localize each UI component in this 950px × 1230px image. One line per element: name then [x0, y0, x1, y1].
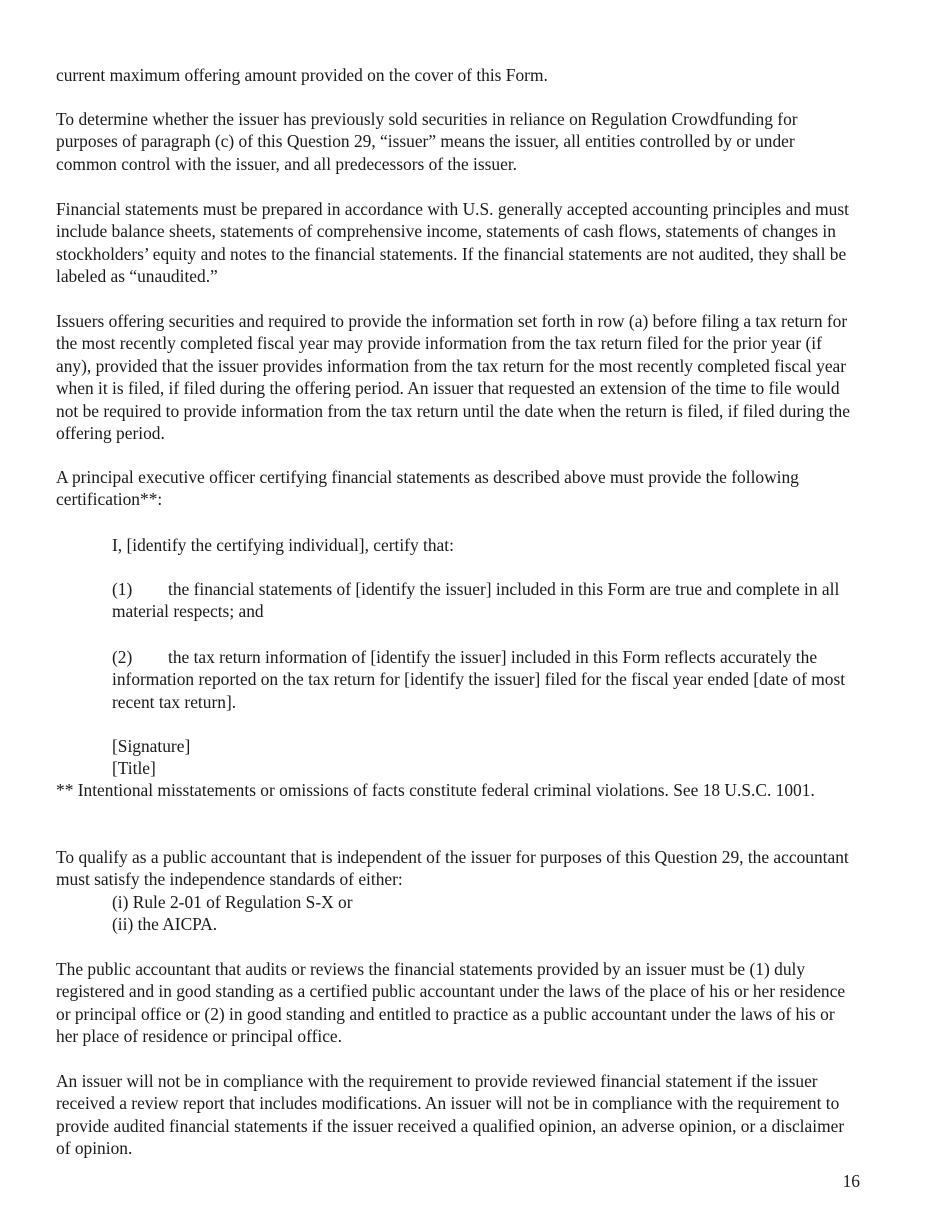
certification-statement: I, [identify the certifying individual], certify that:	[112, 535, 454, 555]
certification-item-1	[112, 578, 852, 623]
title-line: [Title]	[112, 758, 156, 778]
paragraph-financial-statements: Financial statements must be prepared in accordance with U.S. generally accepted accounting principles and must include balance sheets, statements of comprehensive income, statements of cash flows, statements of changes in stockholders’ equity and notes to the financial statements. If the financial statements are not audited, they shall be labeled as “unaudited.”	[56, 199, 849, 287]
paragraph-offering-amount: current maximum offering amount provided on the cover of this Form.	[56, 65, 548, 85]
paragraph-independence: To qualify as a public accountant that is independent of the issuer for purposes of this Question 29, the accountant must satisfy the independence standards of either:	[56, 847, 849, 890]
footnote: ** Intentional misstatements or omissions of facts constitute federal criminal violations. See 18 U.S.C. 1001.	[56, 780, 815, 800]
certification-item-2-number: (2)	[112, 647, 133, 667]
paragraph-public-accountant: The public accountant that audits or reviews the financial statements provided by an issuer must be (1) duly registered and in good standing as a certified public accountant under the laws of the place of his or her residence or principal office or (2) in good standing and entitled to practice as a public accountant under the laws of his or her place of residence or principal office.	[56, 959, 846, 1047]
signature-line: [Signature]	[112, 736, 191, 756]
certification-item-2	[112, 646, 852, 713]
paragraph-tax-return: Issuers offering securities and required to provide the information set forth in row (a) before filing a tax return for the most recently completed fiscal year may provide information from the tax return filed for the prior year (if any), provided that the issuer provides information from the tax return for the most recently completed fiscal year when it is filed, if filed during the offering period. An issuer that requested an extension of the time to file would not be required to provide information from the tax return until the date when the return is filed, if filed during the offering period.	[56, 311, 850, 444]
page-number: 16	[842, 1171, 860, 1191]
paragraph-compliance: An issuer will not be in compliance with the requirement to provide reviewed financial statement if the issuer received a review report that includes modifications. An issuer will not be in compliance with the requirement to provide audited financial statements if the issuer received a qualified opinion, an adverse opinion, or a disclaimer of opinion.	[56, 1071, 845, 1159]
certification-item-1-number: (1)	[112, 579, 133, 599]
certification-item-1-text: the financial statements of [identify the issuer] included in this Form are true and complete in all material respects; and	[112, 579, 840, 622]
independence-option-2: (ii) the AICPA.	[112, 914, 218, 934]
paragraph-certification-intro: A principal executive officer certifying financial statements as described above must provide the following certification**:	[56, 467, 799, 510]
independence-option-1: (i) Rule 2-01 of Regulation S-X or	[112, 892, 353, 912]
certification-item-2-text: the tax return information of [identify the issuer] included in this Form reflects accurately the information reported on the tax return for [identify the issuer] filed for the fiscal year ended [date of most recent tax return].	[112, 647, 846, 712]
paragraph-issuer-definition: To determine whether the issuer has previously sold securities in reliance on Regulation Crowdfunding for purposes of paragraph (c) of this Question 29, “issuer” means the issuer, all entities controlled by or under common control with the issuer, and all predecessors of the issuer.	[56, 109, 798, 174]
